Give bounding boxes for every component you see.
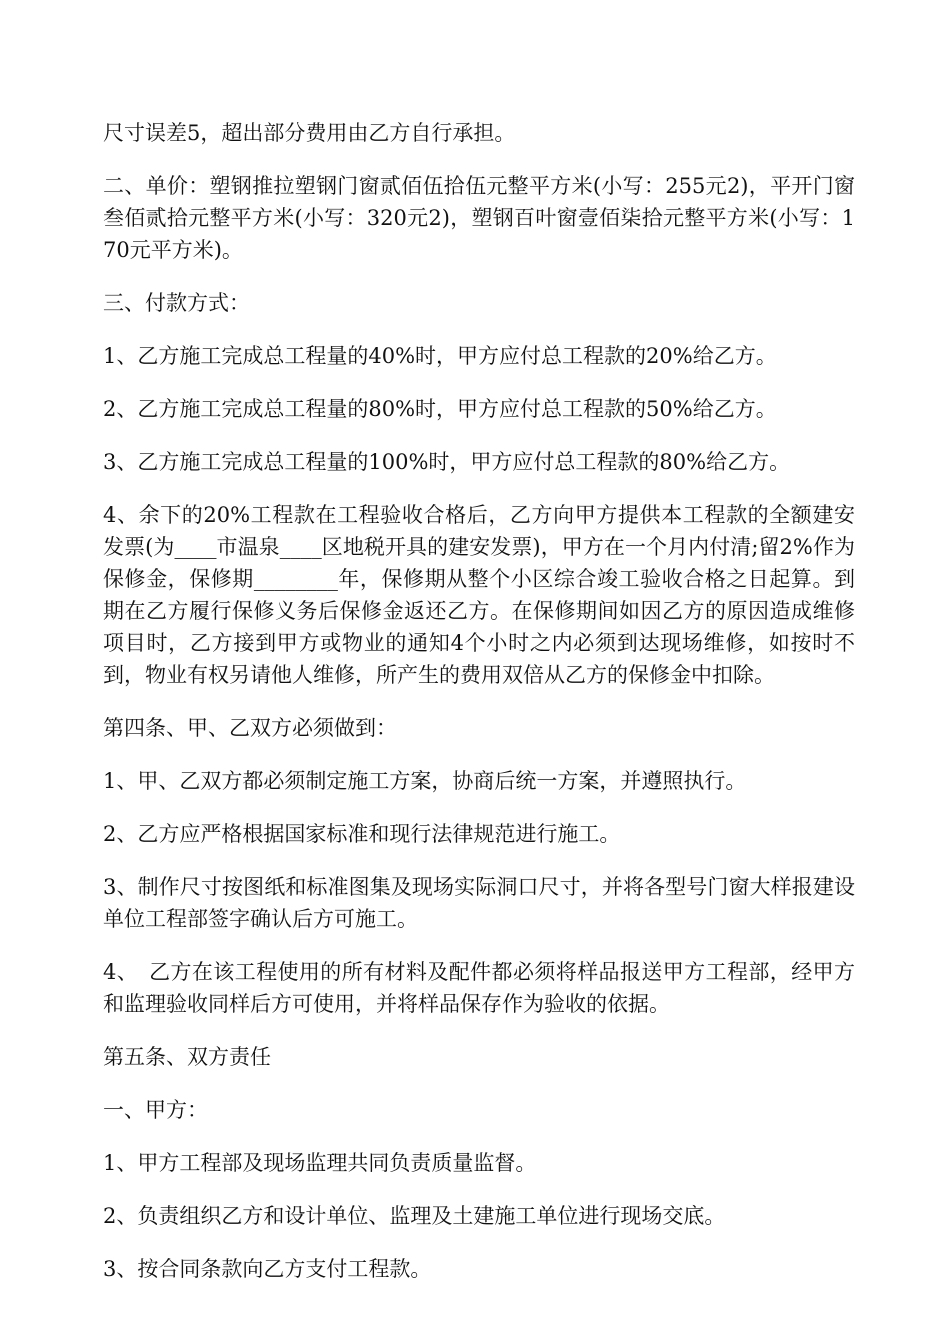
document-body [103,117,855,1306]
paragraph-payment-1: 1、乙方施工完成总工程量的40%时，甲方应付总工程款的20%给乙方。 [103,344,777,368]
paragraph-unit-price: 二、单价：塑钢推拉塑钢门窗贰佰伍拾伍元整平方米(小写：255元2)，平开门窗叁佰贰拾元整平方米(小写：320元2)，塑钢百叶窗壹佰柒拾元整平方米(小写：170元平方米)。 [103,174,855,262]
paragraph-party-a-item-2: 2、负责组织乙方和设计单位、监理及土建施工单位进行现场交底。 [103,1204,726,1228]
heading-article-4: 第四条、甲、乙双方必须做到： [103,716,397,740]
heading-party-a: 一、甲方： [103,1098,208,1122]
heading-payment-method: 三、付款方式： [103,291,250,315]
paragraph-payment-3: 3、乙方施工完成总工程量的100%时，甲方应付总工程款的80%给乙方。 [103,450,791,474]
heading-article-5: 第五条、双方责任 [103,1045,271,1069]
paragraph-payment-4: 4、余下的20%工程款在工程验收合格后，乙方向甲方提供本工程款的全额建安发票(为____市温泉____区地税开具的建安发票)，甲方在一个月内付清;留2%作为保修金，保修期________年，保修期从整个小区综合竣工验收合格之日起算。到期在乙方履行保修义务后保修金返还乙方。在保修期间如因乙方的原因造成维修项目时，乙方接到甲方或物业的通知4个小时之内必须到达现场维修，如按时不到，物业有权另请他人维修，所产生的费用双倍从乙方的保修金中扣除。 [103,503,855,687]
paragraph-article-4-item-2: 2、乙方应严格根据国家标准和现行法律规范进行施工。 [103,822,621,846]
paragraph-party-a-item-3: 3、按合同条款向乙方支付工程款。 [103,1257,432,1281]
paragraph-article-4-item-4: 4、 乙方在该工程使用的所有材料及配件都必须将样品报送甲方工程部，经甲方和监理验收同样后方可使用，并将样品保存作为验收的依据。 [103,960,855,1016]
paragraph-article-4-item-1: 1、甲、乙双方都必须制定施工方案，协商后统一方案，并遵照执行。 [103,769,747,793]
paragraph-party-a-item-1: 1、甲方工程部及现场监理共同负责质量监督。 [103,1151,537,1175]
paragraph-article-4-item-3: 3、制作尺寸按图纸和标准图集及现场实际洞口尺寸，并将各型号门窗大样报建设单位工程部签字确认后方可施工。 [103,875,855,931]
paragraph-tolerance: 尺寸误差5，超出部分费用由乙方自行承担。 [103,121,516,145]
paragraph-payment-2: 2、乙方施工完成总工程量的80%时，甲方应付总工程款的50%给乙方。 [103,397,777,421]
